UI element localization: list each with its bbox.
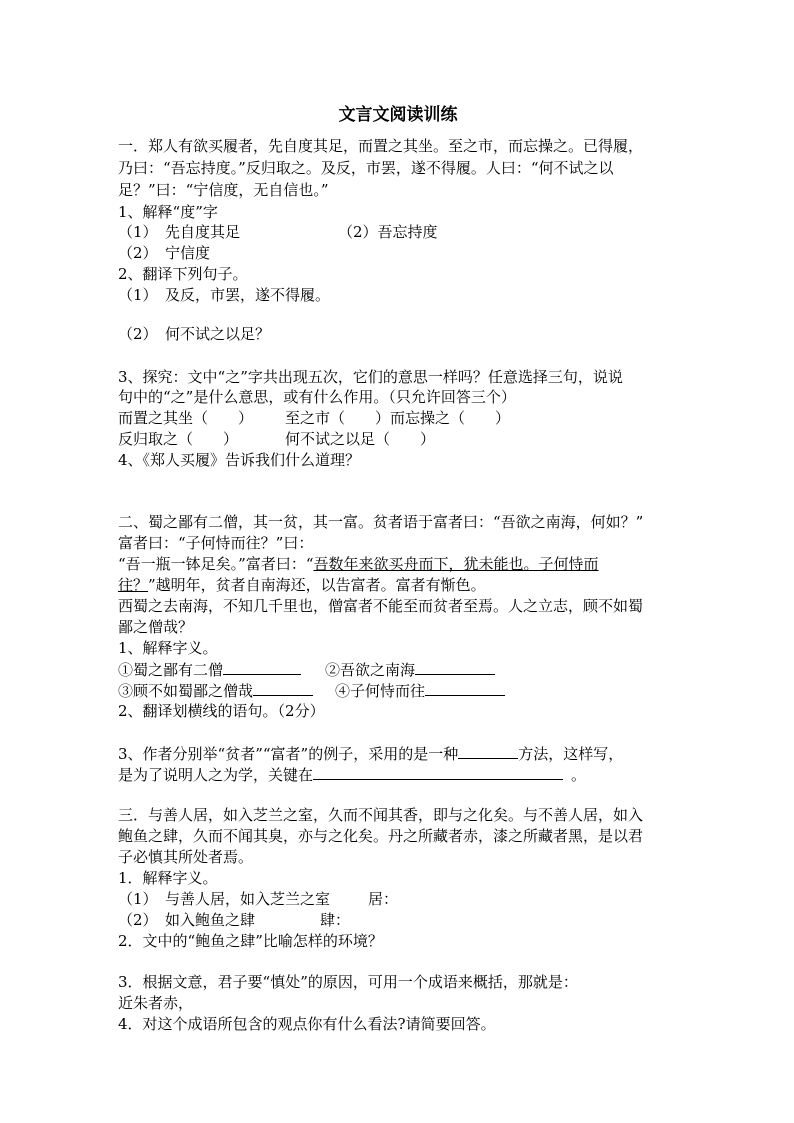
answer-blank[interactable] — [253, 680, 313, 696]
answer-blank[interactable] — [313, 764, 563, 780]
s3-q1-item-2: （2） 如入鲍鱼之肆 — [118, 911, 256, 929]
s2-q1-item-4 — [335, 680, 505, 701]
s2-q1-item-4-label: ④子何恃而往 — [335, 682, 426, 700]
s3-question-2: 2．文中的“鲍鱼之肆”比喻怎样的环境？ — [118, 932, 383, 950]
s1-question-3-line-2: 句中的“之”是什么意思，或有什么作用。（只允许回答三个） — [118, 388, 516, 406]
answer-blank[interactable] — [425, 680, 505, 696]
s1-question-3-line-1: 3、探究：文中“之”字共出现五次，它们的意思一样吗？任意选择三句，说说 — [118, 368, 623, 386]
s1-q1-item-3: （2） 宁信度 — [118, 244, 211, 262]
s2-q1-item-3-label: ③顾不如蜀鄙之僧哉 — [118, 682, 254, 700]
s2-underlined-sentence-part-2: 往？ — [118, 576, 149, 594]
s1-q3-blank-2-3: 至之市（ ）而忘操之（ ） — [285, 409, 511, 427]
s3-question-3: 3．根据文意，君子要“慎处”的原因，可用一个成语来概括，那就是： — [118, 973, 578, 991]
s2-q3-text-d: 。 — [571, 766, 587, 784]
s2-text-line-5: 西蜀之去南海，不知几千里也，僧富者不能至而贫者至焉。人之立志，顾不如蜀 — [118, 597, 644, 615]
s2-text-line-2: 富者曰：“子何恃而往？”曰： — [118, 534, 314, 552]
s2-q1-item-3 — [118, 680, 313, 701]
s3-text-line-1: 三．与善人居，如入芝兰之室，久而不闻其香，即与之化矣。与不善人居，如入 — [118, 806, 644, 824]
s1-q3-blank-1: 而置之其坐（ ） — [118, 409, 254, 427]
s1-q1-item-2: （2）吾忘持度 — [338, 223, 438, 241]
s2-question-1: 1、解释字义。 — [118, 639, 218, 657]
s1-q2-item-2: （2） 何不试之以足？ — [118, 325, 271, 343]
s2-q1-item-1 — [118, 659, 301, 680]
s2-text-line-3 — [118, 554, 599, 574]
answer-blank[interactable] — [223, 659, 301, 675]
s2-q3-text-c: 是为了说明人之为学，关键在 — [118, 766, 314, 784]
s3-q1-item-1: （1） 与善人居，如入芝兰之室 — [118, 890, 331, 908]
s1-question-2: 2、翻译下列句子。 — [118, 265, 248, 283]
s2-q3-text-b: 方法，这样写， — [518, 745, 624, 763]
s2-underlined-sentence-part-1: 吾数年来欲买舟而下，犹未能也。子何恃而 — [313, 555, 599, 573]
answer-blank[interactable] — [415, 659, 495, 675]
s1-question-1: 1、解释“度”字 — [118, 203, 218, 221]
s2-q3-text-a: 3、作者分别举“贫者”“富者”的例子，采用的是一种 — [118, 745, 459, 763]
s1-text-line-3: 足？”曰：“宁信度，无自信也。” — [118, 181, 329, 199]
s2-question-3-line-2 — [118, 764, 586, 785]
page-title: 文言文阅读训练 — [338, 105, 458, 125]
s1-q3-blank-5: 何不试之以足（ ） — [285, 430, 436, 448]
s1-q1-item-1: （1） 先自度其足 — [118, 223, 241, 241]
s2-line-4-plain: ”越明年，贫者自南海还，以告富者。富者有惭色。 — [148, 576, 486, 594]
s1-question-4: 4、《郑人买履》告诉我们什么道理？ — [118, 451, 361, 469]
s2-text-line-1: 二、蜀之鄙有二僧，其一贫，其一富。贫者语于富者曰：“吾欲之南海，何如？” — [118, 513, 644, 531]
s3-q1-item-1-answer: 居： — [368, 890, 399, 908]
answer-blank[interactable] — [458, 743, 518, 759]
s2-question-3-line-1 — [118, 743, 623, 764]
s3-q1-item-2-answer: 肆： — [320, 911, 351, 929]
s1-q2-item-1: （1） 及反，市罢，遂不得履。 — [118, 286, 331, 304]
s2-q1-item-2 — [325, 659, 495, 680]
s2-question-2: 2、翻译划横线的语句。（2分） — [118, 702, 325, 720]
s3-text-line-3: 子必慎其所处者焉。 — [118, 848, 254, 866]
s1-text-line-2: 乃曰：“吾忘持度。”反归取之。及反，市罢，遂不得履。人曰：“何不试之以 — [118, 159, 614, 177]
s2-text-line-6: 鄙之僧哉？ — [118, 618, 194, 636]
s3-q3-answer: 近朱者赤， — [118, 994, 194, 1012]
s3-question-1: 1．解释字义。 — [118, 869, 218, 887]
s2-line-3-plain: “吾一瓶一钵足矣。”富者曰：“ — [118, 555, 314, 573]
s1-q3-blank-4: 反归取之（ ） — [118, 430, 239, 448]
s2-q1-item-2-label: ②吾欲之南海 — [325, 661, 416, 679]
s2-text-line-4 — [118, 575, 486, 595]
s1-text-line-1: 一．郑人有欲买履者，先自度其足，而置之其坐。至之市，而忘操之。已得履， — [118, 137, 644, 155]
s3-text-line-2: 鲍鱼之肆，久而不闻其臭，亦与之化矣。丹之所藏者赤，漆之所藏者黑，是以君 — [118, 827, 644, 845]
s3-question-4: 4．对这个成语所包含的观点你有什么看法?请简要回答。 — [118, 1015, 496, 1033]
s2-q1-item-1-label: ①蜀之鄙有二僧 — [118, 661, 224, 679]
